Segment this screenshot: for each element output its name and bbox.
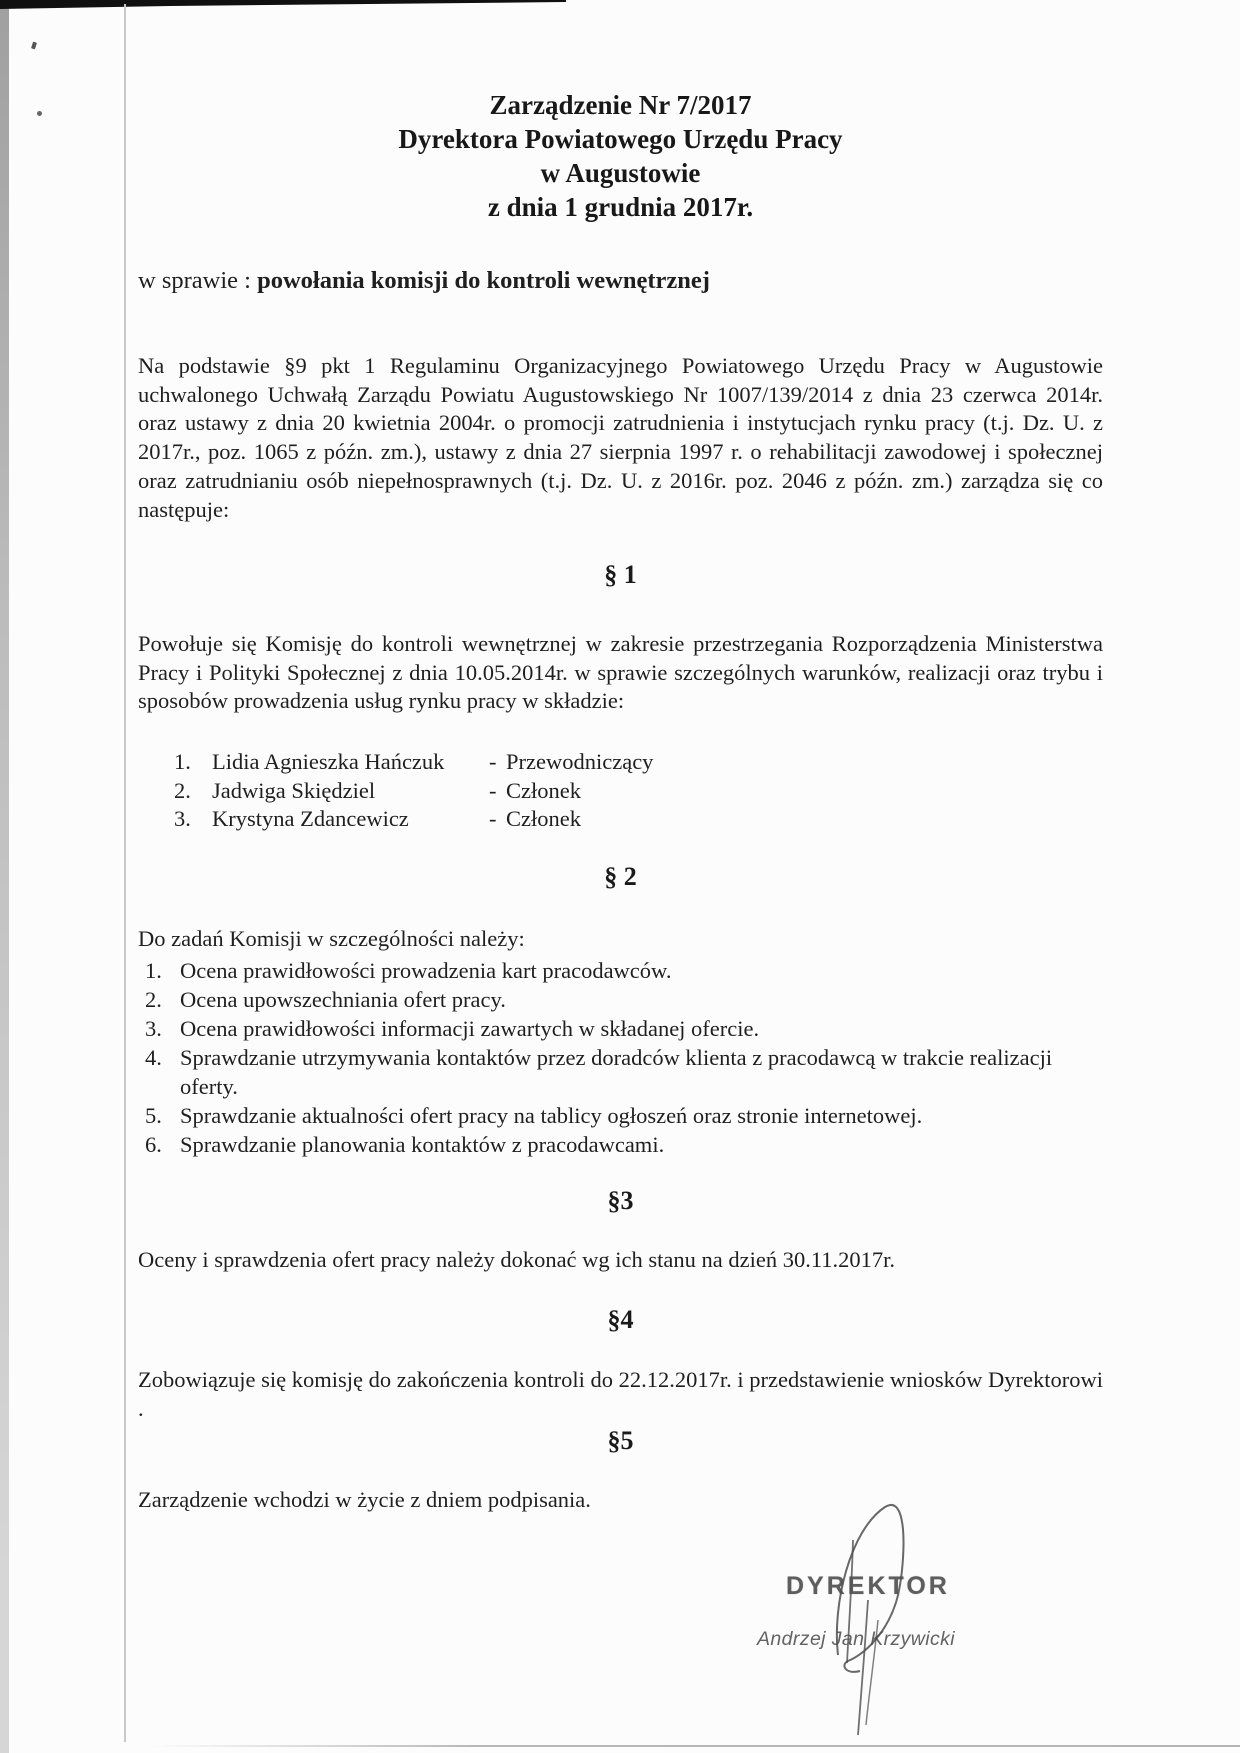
task-text: Sprawdzanie utrzymywania kontaktów przez doradców klienta z pracodawcą w trakcie realizacji oferty. [180,1045,1053,1099]
page-fold-line [124,4,126,1742]
task-list [138,956,1103,1159]
task-text: Ocena prawidłowości informacji zawartych w składanej ofercie. [180,1016,760,1041]
task-number: 6. [145,1132,162,1157]
member-row [174,748,1103,777]
member-number: 3. [174,806,191,832]
task-number: 2. [145,987,162,1012]
section-4-mark: §4 [607,1305,634,1334]
member-number: 2. [174,777,191,803]
title-line-4: z dnia 1 grudnia 2017r. [487,192,754,222]
task-row [138,1043,1103,1101]
member-dash: - [489,749,497,774]
scan-top-bar [0,0,566,9]
task-row [138,1014,1103,1043]
member-dash: - [489,806,497,832]
subject-emphasis: powołania komisji do kontroli wewnętrznej [257,267,710,294]
handwritten-signature [790,1485,950,1745]
section-3-body: Oceny i sprawdzenia ofert pracy należy dokonać wg ich stanu na dzień 30.11.2017r. [138,1247,896,1272]
document-title-block [138,88,1103,224]
task-number: 3. [145,1016,162,1041]
director-stamp: DYREKTOR [786,1572,950,1600]
member-row [174,805,1103,834]
title-line-2: Dyrektora Powiatowego Urzędu Pracy [398,124,843,154]
committee-member-list [138,748,1103,834]
scan-speck [31,42,37,50]
legal-preamble: Na podstawie §9 pkt 1 Regulaminu Organizacyjnego Powiatowego Urzędu Pracy w Augustowie uchwalonego Uchwałą Zarządu Powiatu Augustowskiego Nr 1007/139/2014 z dnia 23 czerwca 2014r. oraz ustawy z dnia 20 kwietnia 2004r. o promocji zatrudnienia i instytucjach rynku pracy (t.j. Dz. U. z 2017r., poz. 1065 z późn. zm.), ustawy z dnia 27 sierpnia 1997 r. o rehabilitacji zawodowej i społecznej oraz zatrudnianiu osób niepełnosprawnych (t.j. Dz. U. z 2016r. poz. 2046 z późn. zm.) zarządza się co następuje: [138,353,1103,522]
member-number: 1. [174,749,191,774]
section-5-body: Zarządzenie wchodzi w życie z dniem podpisania. [138,1487,591,1512]
scan-speck [37,111,42,116]
task-row [138,1101,1103,1130]
task-number: 4. [145,1045,162,1070]
task-text: Ocena prawidłowości prowadzenia kart pracodawców. [180,958,672,983]
scan-left-edge [0,0,9,1753]
task-number: 1. [145,958,162,983]
task-text: Sprawdzanie aktualności ofert pracy na tablicy ogłoszeń oraz stronie internetowej. [180,1103,923,1128]
member-role: Członek [506,806,581,832]
member-name: Krystyna Zdancewicz [212,806,409,832]
section-5-mark: §5 [607,1426,634,1455]
task-text: Ocena upowszechniania ofert pracy. [180,987,506,1012]
member-role: Przewodniczący [506,749,654,774]
member-row [174,777,1103,806]
section-2-mark: § 2 [604,862,637,891]
section-2-intro: Do zadań Komisji w szczególności należy: [138,926,525,951]
section-4-body: Zobowiązuje się komisję do zakończenia kontroli do 22.12.2017r. i przedstawienie wniosków Dyrektorowi . [138,1367,1103,1421]
member-role: Członek [506,777,581,803]
task-text: Sprawdzanie planowania kontaktów z pracodawcami. [180,1132,665,1157]
task-row [138,1130,1103,1159]
subject-line [138,266,1103,296]
signatory-name: Andrzej Jan Krzywicki [757,1628,956,1650]
title-line-3: w Augustowie [540,158,701,188]
section-1-body: Powołuje się Komisję do kontroli wewnętrznej w zakresie przestrzegania Rozporządzenia Ministerstwa Pracy i Polityki Społecznej z dnia 10.05.2014r. w sprawie szczególnych warunków, realizacji oraz trybu i sposobów prowadzenia usług rynku pracy w składzie: [138,631,1103,714]
section-1-mark: § 1 [604,560,637,589]
member-name: Jadwiga Skiędziel [212,777,376,803]
scan-bottom-line [150,1745,1240,1747]
member-name: Lidia Agnieszka Hańczuk [212,749,445,774]
title-line-1: Zarządzenie Nr 7/2017 [489,90,752,120]
task-row [138,985,1103,1014]
member-dash: - [489,777,497,803]
task-number: 5. [145,1103,162,1128]
subject-prefix: w sprawie : [138,267,258,294]
section-3-mark: §3 [607,1186,634,1215]
task-row [138,956,1103,985]
